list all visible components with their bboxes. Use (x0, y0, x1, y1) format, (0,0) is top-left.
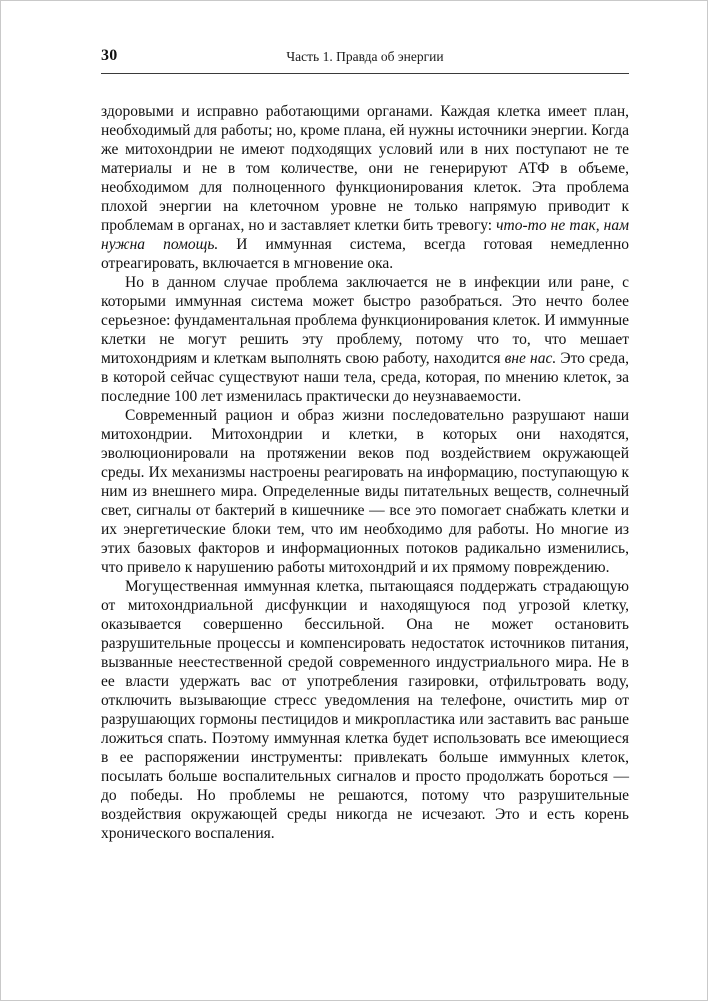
header-rule (101, 73, 629, 74)
page-header (101, 47, 629, 67)
paragraph-1 (101, 102, 629, 273)
text-run: Но в данном случае проблема заключается не в инфекции или ране, с которыми иммунная система может быстро разобраться. Это нечто более серьезное: фундаментальная проблема функционирования клеток. И иммунные клетки не могут решить эту проблему, потому что то, что мешает митохондриям и клеткам выполнять свою работу, находится (101, 274, 629, 367)
text-run: Современный рацион и образ жизни последовательно разрушают наши митохондрии. Митохондрии и клетки, в которых они находятся, эволюционировали на протяжении веков под воздействием окружающей среды. Их механизмы настроены реагировать на информацию, поступающую к ним из внешнего мира. Определенные виды питательных веществ, солнечный свет, сигналы от бактерий в кишечнике — все это помогает снабжать клетки и их энергетические блоки тем, что им необходимо для работы. Но многие из этих базовых факторов и информационных потоков радикально изменились, что привело к нарушению работы митохондрий и их прямому повреждению. (101, 407, 629, 576)
text-run: здоровыми и исправно работающими органами. Каждая клетка имеет план, необходимый для работы; но, кроме плана, ей нужны источники энергии. Когда же митохондрии не имеют подходящих условий или в них поступают не те материалы и не в том количестве, они не генерируют АТФ в объеме, необходимом для полноценного функционирования клеток. Эта проблема плохой энергии на клеточном уровне не только напрямую приводит к проблемам в органах, но и заставляет клетки бить тревогу: (101, 103, 629, 234)
text-run-italic: что-то не так, нам нужна помощь. (101, 217, 629, 253)
page-number: 30 (101, 47, 118, 64)
paragraph-3 (101, 406, 629, 577)
text-run: Могущественная иммунная клетка, пытающаяся поддержать страдающую от митохондриальной дисфункции и находящуюся под угрозой клетку, оказывается совершенно бессильной. Она не может остановить разрушительные процессы и компенсировать недостаток источников питания, вызванные неестественной средой современного индустриального мира. Не в ее власти удержать вас от употребления газировки, отфильтровать воду, отключить вызывающие стресс уведомления на телефоне, очистить мир от разрушающих гормоны пестицидов и микропластика или заставить вас раньше ложиться спать. Поэтому иммунная клетка будет использовать все имеющиеся в ее распоряжении инструменты: привлекать больше иммунных клеток, посылать больше воспалительных сигналов и просто продолжать бороться — до победы. Но проблемы не решаются, потому что разрушительные воздействия окружающей среды никогда не исчезают. Это и есть корень хронического воспаления. (101, 578, 629, 842)
text-run-italic: вне нас. (504, 350, 557, 367)
text-run: И иммунная система, всегда готовая немедленно отреагировать, включается в мгновение ока. (101, 236, 629, 272)
text-block (101, 102, 629, 843)
running-title: Часть 1. Правда об энергии (286, 49, 444, 64)
paragraph-4 (101, 577, 629, 843)
book-page (1, 1, 707, 1000)
text-run: Это среда, в которой сейчас существуют наши тела, среда, которая, по мнению клеток, за последние 100 лет изменилась практически до неузнаваемости. (101, 350, 630, 405)
paragraph-2 (101, 273, 629, 406)
